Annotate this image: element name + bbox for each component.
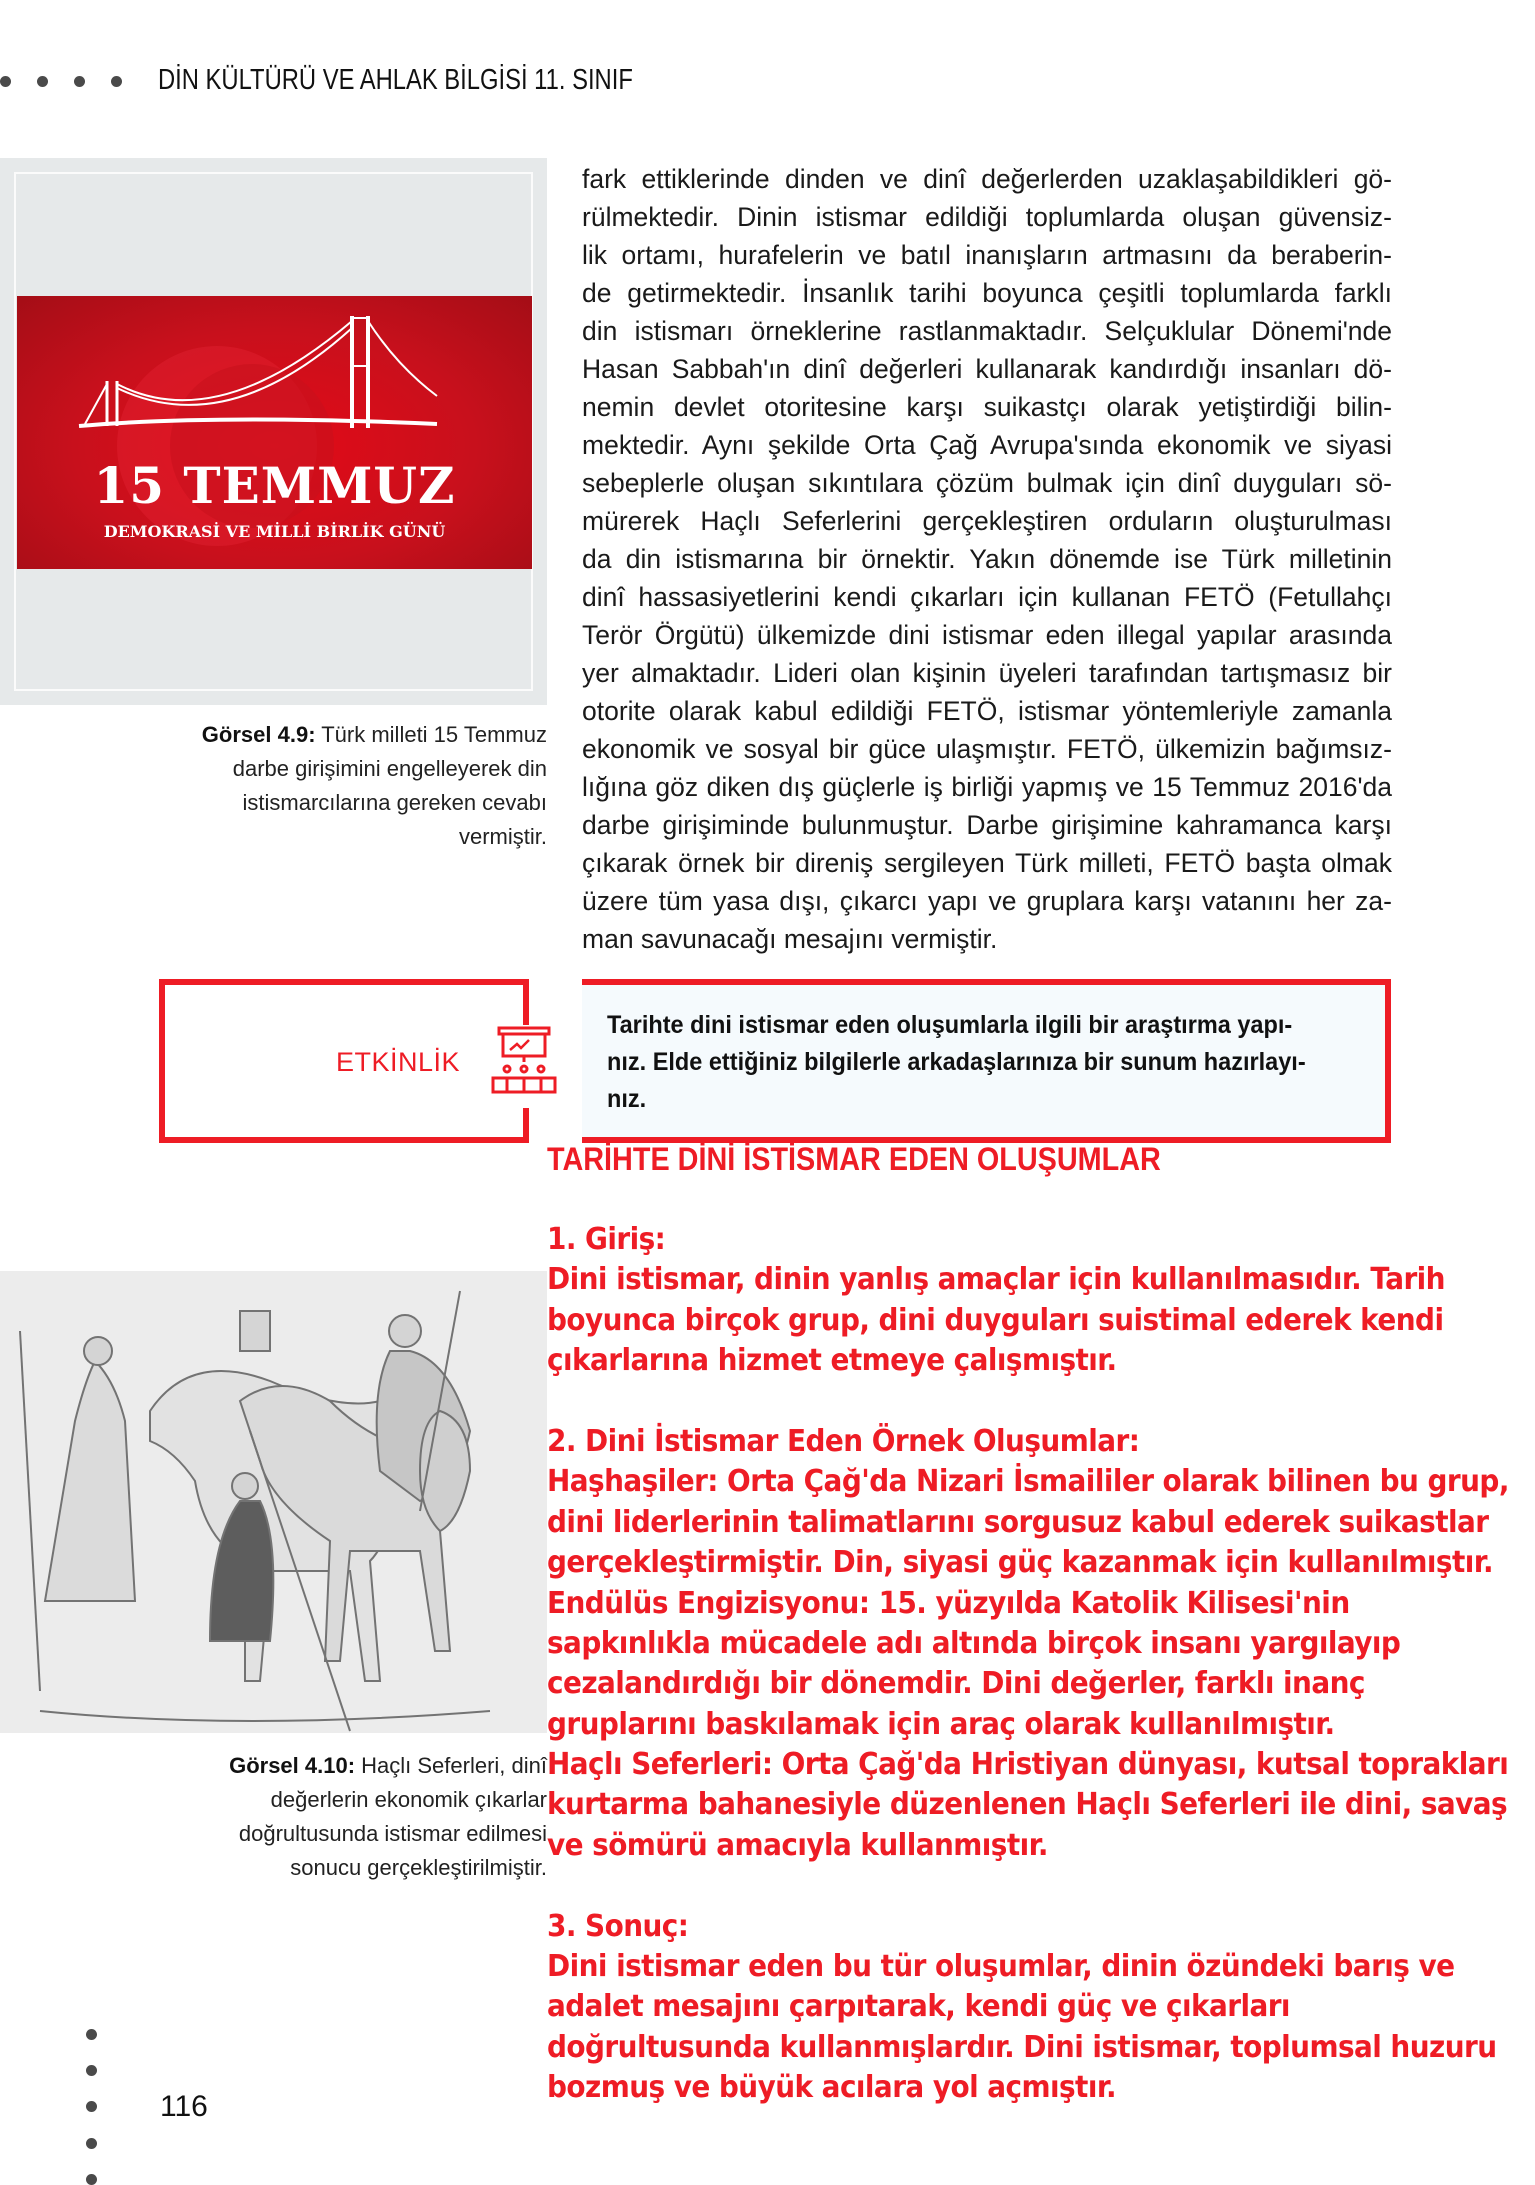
paragraph-line: mektedir. Aynı şekilde Orta Çağ Avrupa'sında ekonomik ve siyasi [582, 430, 1392, 460]
footer-dot [86, 2174, 97, 2185]
poster-subtitle: DEMOKRASİ VE MİLLİ BİRLİK GÜNÜ [103, 522, 446, 541]
answer-line: adalet mesajını çarpıtarak, kendi güç ve çıkarları [547, 1989, 1290, 2025]
page-number: 116 [160, 2090, 208, 2123]
answer-heading: TARİHTE DİNİ İSTİSMAR EDEN OLUŞUMLAR [547, 1141, 1161, 1177]
activity-box-border [523, 979, 529, 1025]
paragraph-line: nemin devlet otoritesine karşı suikastçı olarak yetiştirdiği bilin- [582, 392, 1392, 422]
answer-line: Haçlı Seferleri: Orta Çağ'da Hristiyan dünyası, kutsal toprakları [547, 1747, 1509, 1783]
caption-line: istismarcılarına gereken cevabı [242, 790, 547, 815]
paragraph-line: mürerek Haçlı Seferlerini gerçekleştiren orduların oluşturulması [582, 506, 1392, 536]
paragraph-line: man savunacağı mesajını vermiştir. [582, 924, 998, 954]
poster-title: 15 TEMMUZ [93, 456, 456, 515]
header-dot [111, 76, 122, 87]
poster-red-band [17, 296, 532, 569]
answer-line: kurtarma bahanesiyle düzenlenen Haçlı Seferleri ile dini, savaş [547, 1787, 1508, 1823]
footer-dot [86, 2138, 97, 2149]
paragraph-line: yer almaktadır. Lideri olan kişinin üyeleri tarafından tartışmasız bir [582, 658, 1392, 688]
paragraph-line: lığına göz diken dış güçlerle iş birliği yapmış ve 15 Temmuz 2016'da [582, 772, 1392, 802]
caption-line: Haçlı Seferleri, dinî [355, 1753, 547, 1778]
paragraph-line: rülmektedir. Dinin istismar edildiği toplumlarda oluşan güvensiz- [582, 202, 1392, 232]
paragraph-line: darbe girişiminde bulunmuştur. Darbe girişimine kahramanca karşı [582, 810, 1392, 840]
paragraph-line: üzere tüm yasa dışı, çıkarcı yapı ve gruplara karşı vatanını her za- [582, 886, 1392, 916]
paragraph-line: dinî hassasiyetlerini kendi çıkarları için kullanan FETÖ (Fetullahçı [582, 582, 1392, 612]
answer-line: Dini istismar, dinin yanlış amaçlar için kullanılmasıdır. Tarih [547, 1262, 1445, 1298]
answer-line: boyunca birçok grup, dini duyguları suistimal ederek kendi [547, 1302, 1444, 1338]
caption-line: değerlerin ekonomik çıkarlar [270, 1787, 547, 1812]
answer-line: doğrultusunda kullanmışlardır. Dini istismar, toplumsal huzuru [547, 2029, 1497, 2065]
caption-label: Görsel 4.10: [229, 1753, 356, 1778]
header-dot [74, 76, 85, 87]
answer-line: 1. Giriş: [547, 1222, 666, 1257]
caption-line: doğrultusunda istismar edilmesi [238, 1821, 547, 1846]
answer-line: gerçekleştirmiştir. Din, siyasi güç kazanmak için kullanılmıştır. [547, 1545, 1494, 1581]
answer-line: bozmuş ve büyük acılara yol açmıştır. [547, 2070, 1117, 2106]
footer-dot [86, 2029, 97, 2040]
paragraph-line: ekonomik ve sosyal bir güce ulaşmıştır. FETÖ, ülkemizin bağımsız- [582, 734, 1392, 764]
paragraph-line: otorite olarak kabul edildiği FETÖ, istismar yöntemleriyle zamanla [582, 696, 1392, 726]
figure-15-temmuz-poster [0, 158, 547, 705]
answer-line: Haşhaşiler: Orta Çağ'da Nizari İsmaililer olarak bilinen bu grup, [547, 1464, 1509, 1500]
answer-line: 2. Dini İstismar Eden Örnek Oluşumlar: [547, 1423, 1140, 1459]
figure-caption [229, 1749, 547, 1783]
paragraph-line: Hasan Sabbah'ın dinî değerleri kullanarak kandırdığı insanları dö- [582, 354, 1392, 384]
answer-line: gruplarını baskılamak için araç olarak kullanılmıştır. [547, 1706, 1335, 1742]
answer-line [547, 1866, 1509, 1906]
caption-line: Türk milleti 15 Temmuz [315, 722, 547, 747]
activity-task-text: Tarihte dini istismar eden oluşumlarla ilgili bir araştırma yapı- nız. Elde ettiğiniz bilgilerle arkadaşlarınıza bir sunum hazırlayı- nız. [607, 1011, 1306, 1113]
paragraph-line: lik ortamı, hurafelerin ve batıl inanışların artmasını da beraberin- [582, 240, 1392, 270]
paragraph-line: din istismarı örneklerine rastlanmaktadır. Selçuklular Dönemi'nde [582, 316, 1392, 346]
paragraph-line: fark ettiklerinde dinden ve dinî değerlerden uzaklaşabildikleri gö- [582, 164, 1392, 194]
paragraph-line: da din istismarına bir örnektir. Yakın dönemde ise Türk milletinin [582, 544, 1392, 574]
activity-box-border [523, 1108, 529, 1137]
answer-line: sapkınlıkla mücadele adı altında birçok insanı yargılayıp [547, 1625, 1401, 1661]
answer-line: ve sömürü amacıyla kullanmıştır. [547, 1827, 1048, 1863]
answer-line: 3. Sonuç: [547, 1908, 689, 1944]
header-dot [0, 76, 11, 87]
answer-line [547, 1382, 1509, 1422]
answer-line: dini liderlerinin talimatlarını sorgusuz kabul ederek suikastlar [547, 1504, 1489, 1540]
caption-line: darbe girişimini engelleyerek din [232, 756, 547, 781]
figure-crusaders-engraving [0, 1271, 547, 1733]
answer-line: cezalandırdığı bir dönemdir. Dini değerler, farklı inanç [547, 1666, 1365, 1702]
crusaders-illustration [0, 1271, 547, 1733]
paragraph-line: çıkarak örnek bir direniş sergileyen Türk milleti, FETÖ başta olmak [582, 848, 1392, 878]
paragraph-line: Terör Örgütü) ülkemizde dini istismar eden illegal yapılar arasında [582, 620, 1392, 650]
answer-line: Dini istismar eden bu tür oluşumlar, dinin özündeki barış ve [547, 1949, 1455, 1985]
caption-line: vermiştir. [459, 824, 547, 849]
answer-line: Endülüs Engizisyonu: 15. yüzyılda Katolik Kilisesi'nin [547, 1585, 1350, 1621]
answer-text [547, 1220, 1535, 2109]
body-paragraph [582, 160, 1392, 958]
footer-dot [86, 2065, 97, 2076]
figure-caption [202, 718, 547, 752]
caption-line: sonucu gerçekleştirilmiştir. [290, 1855, 547, 1880]
caption-label: Görsel 4.9: [201, 722, 316, 747]
paragraph-line: de getirmektedir. İnsanlık tarihi boyunca çeşitli toplumlarda farklı [582, 278, 1392, 308]
book-title: DİN KÜLTÜRÜ VE AHLAK BİLGİSİ 11. SINIF [158, 64, 633, 96]
answer-line: çıkarlarına hizmet etmeye çalışmıştır. [547, 1343, 1117, 1379]
header-dot [37, 76, 48, 87]
footer-dot [86, 2101, 97, 2112]
paragraph-line: sebeplerle oluşan sıkıntılara çözüm bulmak için dinî duyguları sö- [582, 468, 1392, 498]
activity-label: ETKİNLİK [336, 1047, 461, 1077]
presentation-icon [487, 1024, 563, 1098]
